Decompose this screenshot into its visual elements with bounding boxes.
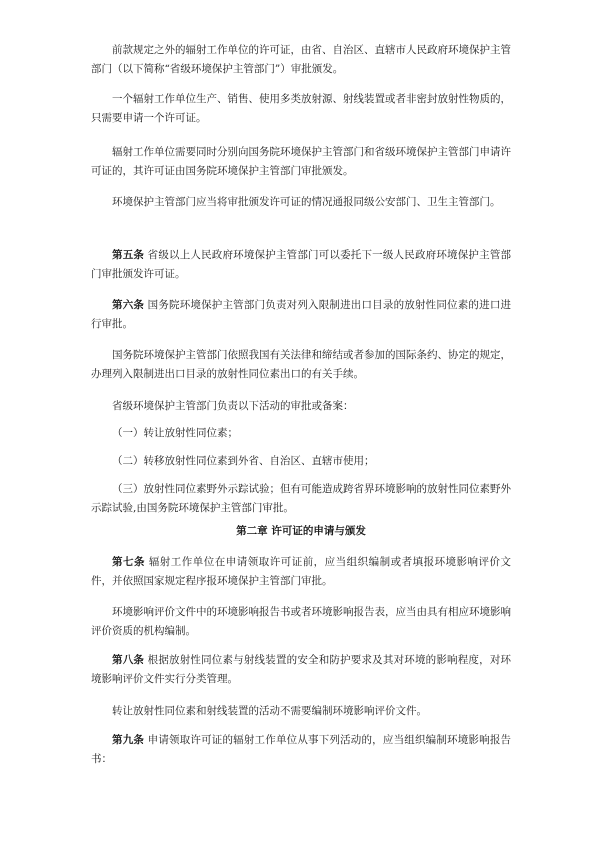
paragraph: 一个辐射工作单位生产、销售、使用多类放射源、射线装置或者非密封放射性物质的，只需要申请一个许可证。 — [91, 93, 511, 124]
list-item: （一）转让放射性同位素； — [112, 427, 238, 439]
paragraph: 环境保护主管部门应当将审批颁发许可证的情况通报同级公安部门、卫生主管部门。 — [112, 196, 501, 208]
article-number: 第七条 — [112, 556, 145, 568]
paragraph: 转让放射性同位素和射线装置的活动不需要编制环境影响评价文件。 — [112, 705, 427, 717]
article-paragraph: 第九条 申请领取许可证的辐射工作单位从事下列活动的，应当组织编制环境影响报告书： — [91, 734, 512, 765]
article-number: 第九条 — [112, 734, 145, 746]
article-number: 第六条 — [112, 299, 145, 311]
article-paragraph: 第六条 国务院环境保护主管部门负责对列入限制进出口目录的放射性同位素的进口进行审批。 — [91, 299, 512, 330]
paragraph: 省级环境保护主管部门负责以下活动的审批或备案： — [112, 400, 354, 412]
paragraph: 国务院环境保护主管部门依照我国有关法律和缔结或者参加的国际条约、协定的规定，办理列入限制进出口目录的放射性同位素出口的有关手续。 — [91, 349, 511, 380]
paragraph: 前款规定之外的辐射工作单位的许可证，由省、自治区、直辖市人民政府环境保护主管部门（以下简称“省级环境保护主管部门”）审批颁发。 — [91, 44, 511, 75]
article-paragraph: 第五条 省级以上人民政府环境保护主管部门可以委托下一级人民政府环境保护主管部门审批颁发许可证。 — [91, 249, 512, 280]
article-number: 第八条 — [112, 654, 145, 666]
article-paragraph: 第八条 根据放射性同位素与射线装置的安全和防护要求及其对环境的影响程度，对环境影响评价文件实行分类管理。 — [91, 654, 512, 685]
list-item: （二）转移放射性同位素到外省、自治区、直辖市使用； — [112, 455, 375, 467]
paragraph: 辐射工作单位需要同时分别向国务院环境保护主管部门和省级环境保护主管部门申请许可证的，其许可证由国务院环境保护主管部门审批颁发。 — [91, 146, 511, 177]
article-paragraph: 第七条 辐射工作单位在申请领取许可证前，应当组织编制或者填报环境影响评价文件，并依照国家规定程序报环境保护主管部门审批。 — [91, 556, 512, 587]
paragraph: 环境影响评价文件中的环境影响报告书或者环境影响报告表，应当由具有相应环境影响评价资质的机构编制。 — [91, 606, 511, 637]
article-number: 第五条 — [112, 249, 145, 261]
list-item: （三）放射性同位素野外示踪试验；但有可能造成跨省界环境影响的放射性同位素野外示踪试验,由国务院环境保护主管部门审批。 — [91, 483, 511, 514]
chapter-heading: 第二章 许可证的申请与颁发 — [236, 525, 366, 537]
